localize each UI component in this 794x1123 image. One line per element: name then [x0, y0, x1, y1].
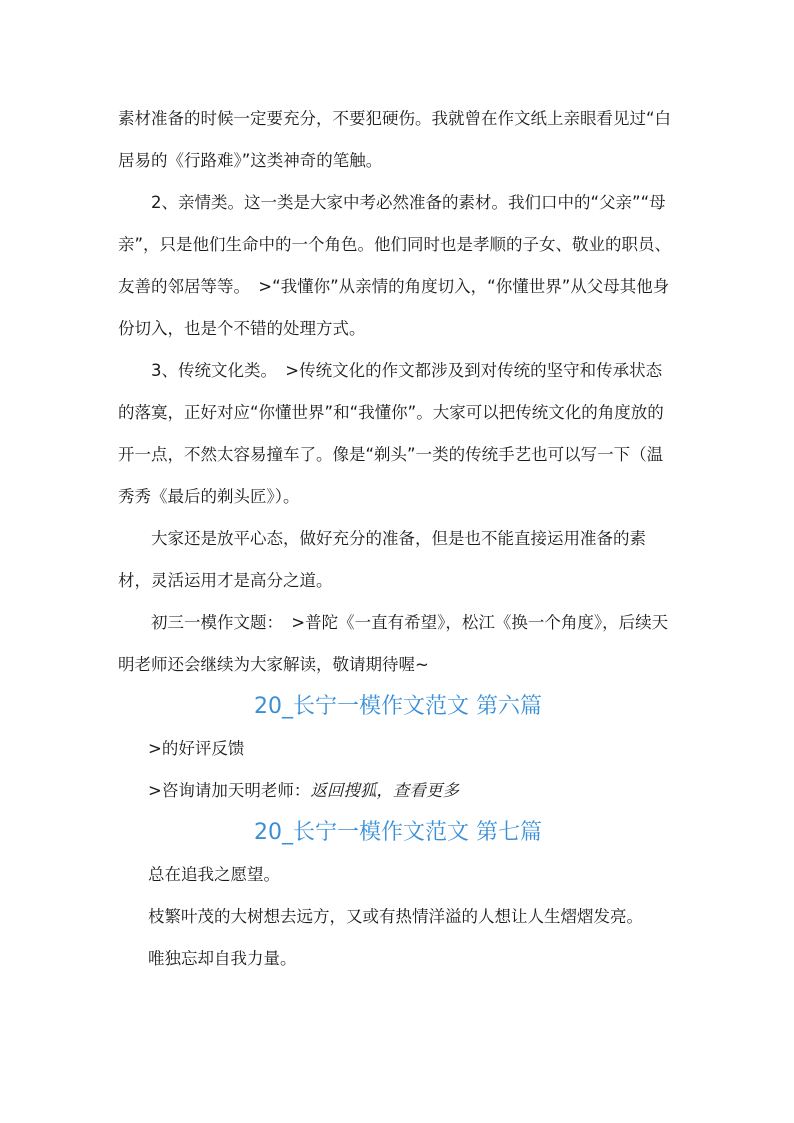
essay-line: 枝繁叶茂的大树想去远方，又或有热情洋溢的人想让人生熠熠发亮。 [148, 907, 643, 926]
paragraph-mock-exam-topics: 初三一模作文题： >普陀《一直有希望》，松江《换一个角度》，后续天明老师还会继续为大家解读，敬请期待喔~ [118, 613, 669, 674]
contact-line [118, 770, 678, 812]
paragraph-traditional-culture: 3、传统文化类。 >传统文化的作文都涉及到对传统的坚守和传承状态的落寞，正好对应“你懂世界”和“我懂你”。大家可以把传统文化的角度放的开一点，不然太容易撞车了。像是“剃头”一类的传统手艺也可以写一下（温秀秀《最后的剃头匠》）。 [118, 361, 664, 506]
feedback-line: >的好评反馈 [148, 739, 245, 758]
essay-line: 唯独忘却自我力量。 [148, 949, 297, 968]
back-to-sohu-link[interactable]: 返回搜狐，查看更多 [310, 781, 459, 800]
paragraph-material-prep: 素材准备的时候一定要充分，不要犯硬伤。我就曾在作文纸上亲眼看见过“白居易的《行路难》”这类神奇的笔触。 [118, 109, 672, 170]
section-heading-7: 20_长宁一模作文范文 第七篇 [254, 820, 542, 845]
section-heading-6: 20_长宁一模作文范文 第六篇 [254, 694, 542, 719]
paragraph-mindset: 大家还是放平心态，做好充分的准备，但是也不能直接运用准备的素材，灵活运用才是高分之道。 [118, 529, 646, 590]
document-body [118, 98, 678, 980]
paragraph-family-category: 2、亲情类。这一类是大家中考必然准备的素材。我们口中的“父亲”“母亲”，只是他们生命中的一个角色。他们同时也是孝顺的子女、敬业的职员、友善的邻居等等。 >“我懂你”从亲情的角度切入，“你懂世界”从父母其他身份切入，也是个不错的处理方式。 [118, 193, 672, 338]
contact-prefix: >咨询请加天明老师： [148, 781, 311, 800]
essay-line: 总在追我之愿望。 [148, 865, 280, 884]
